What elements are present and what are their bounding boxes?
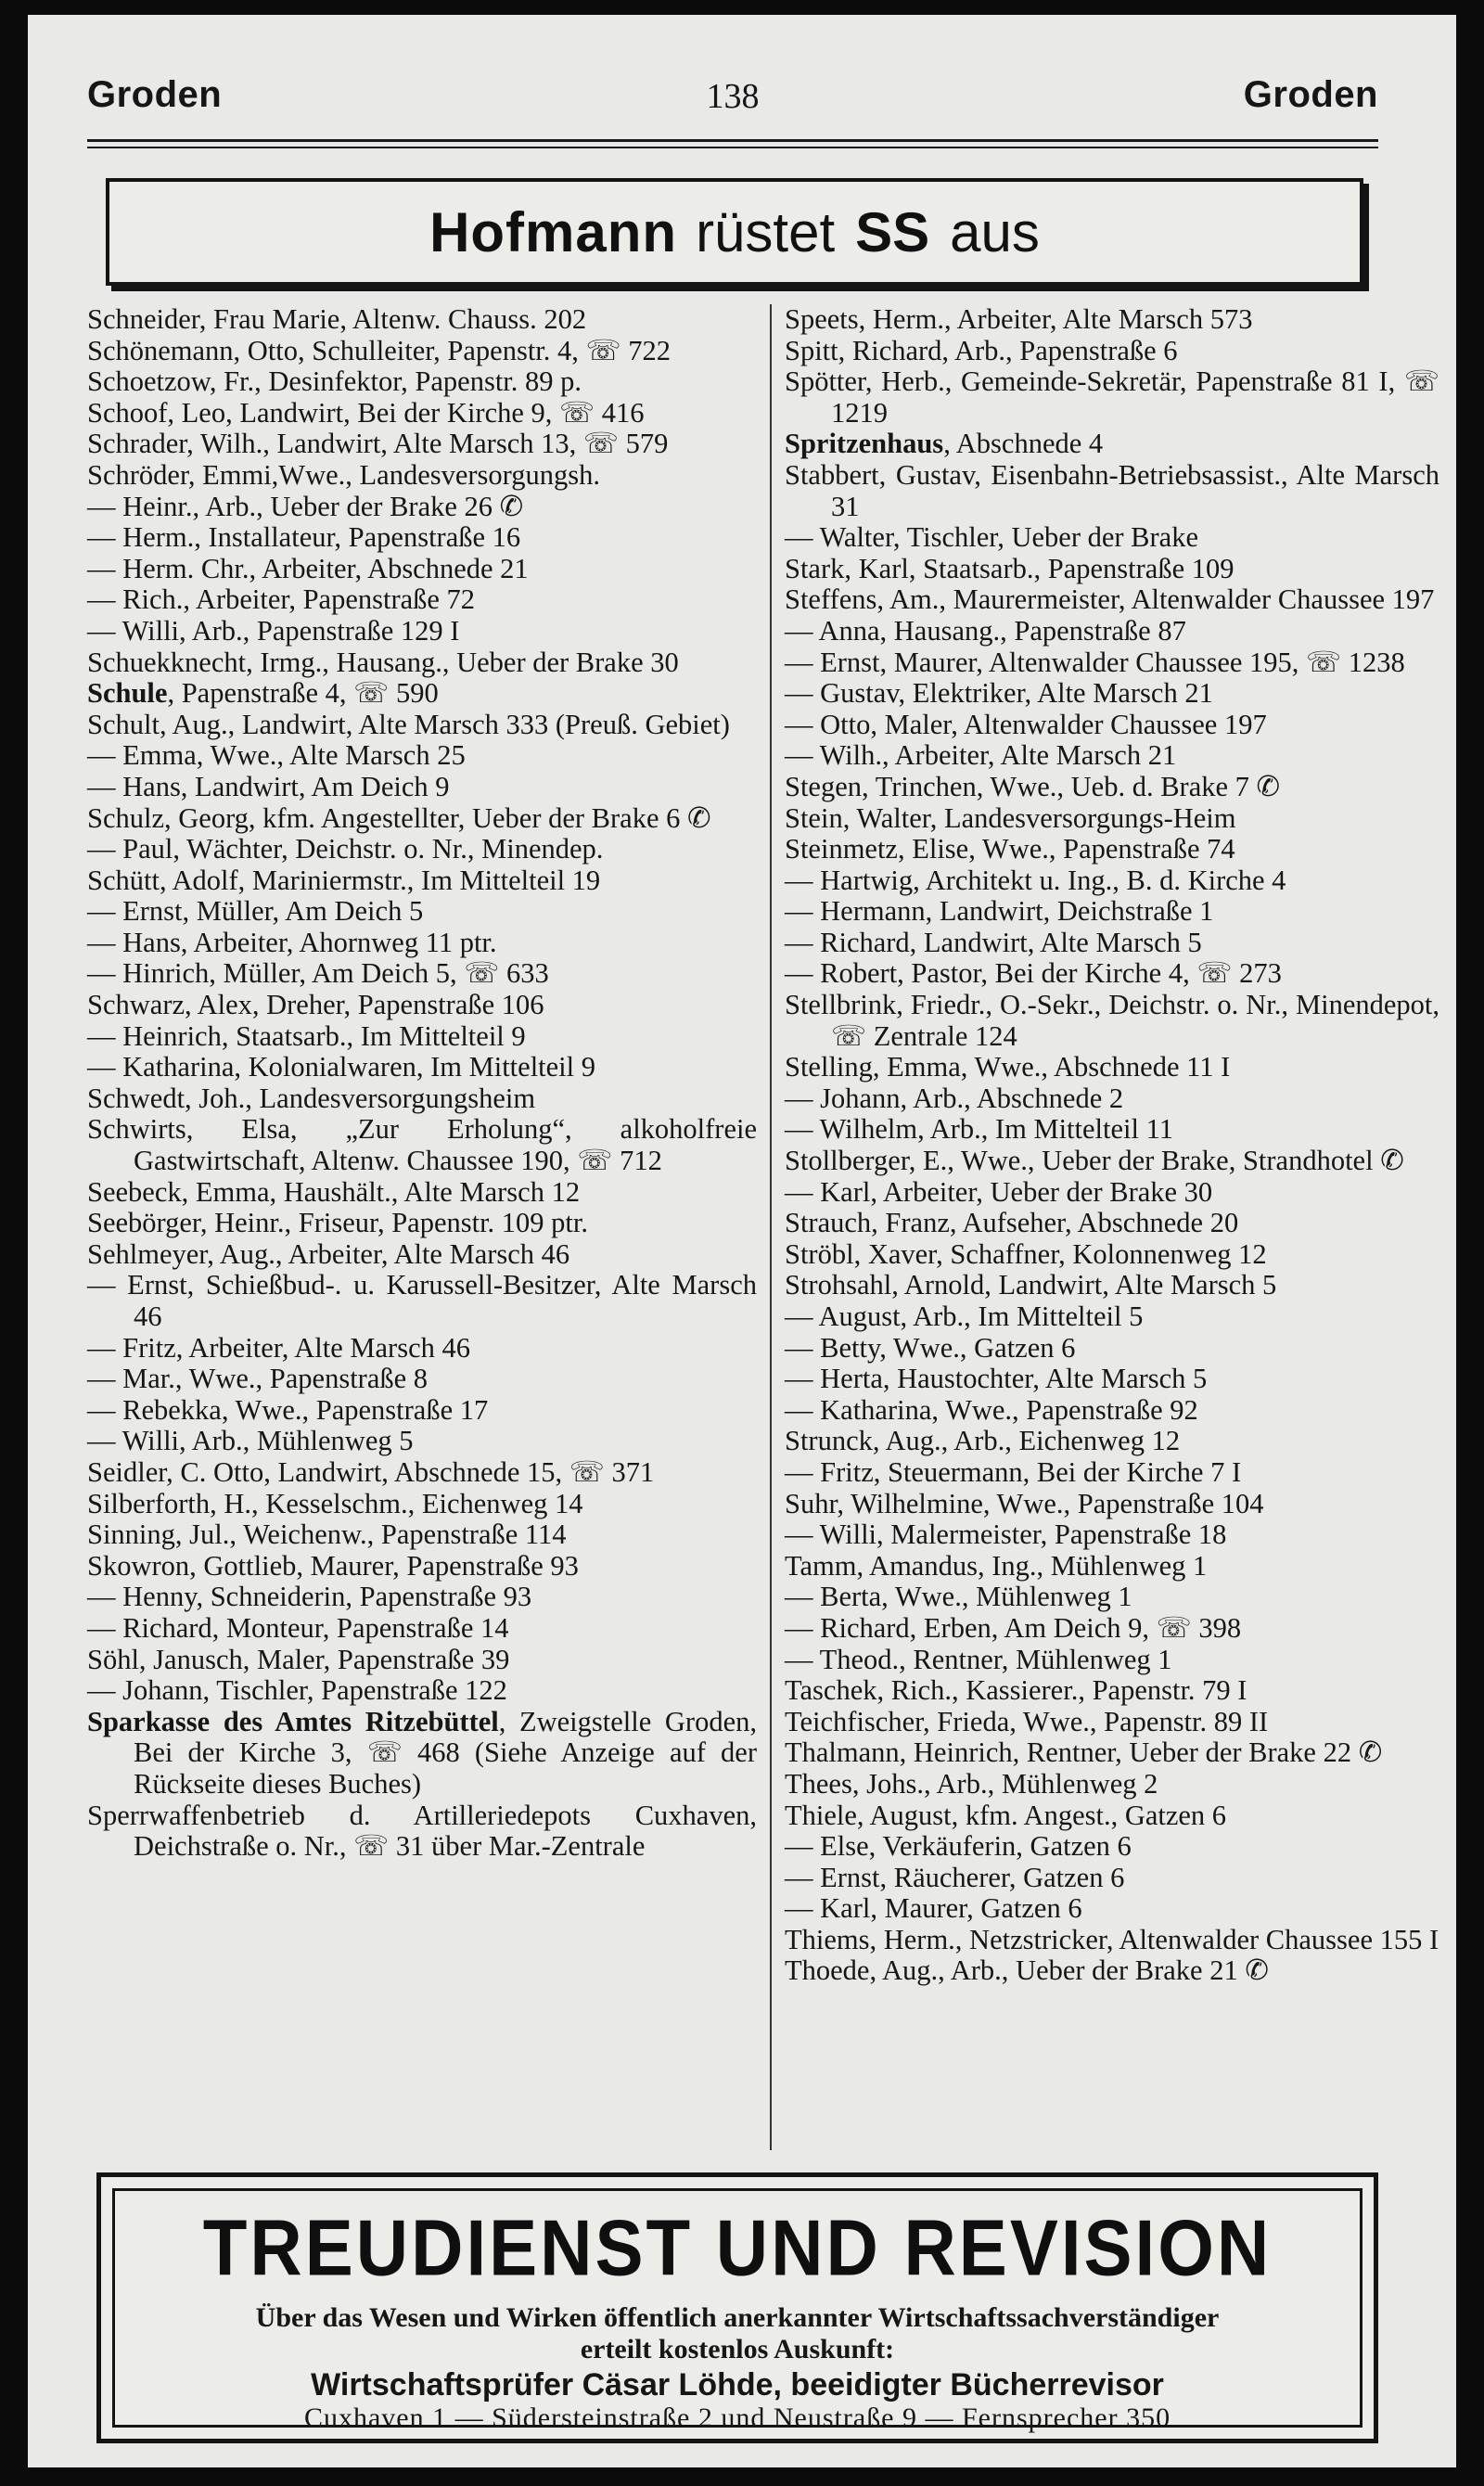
directory-entry: Strunck, Aug., Arb., Eichenweg 12: [785, 1425, 1181, 1457]
directory-entry: — Paul, Wächter, Deichstr. o. Nr., Minendep.: [87, 833, 604, 865]
directory-entry: — Heinrich, Staatsarb., Im Mittelteil 9: [87, 1019, 526, 1052]
directory-entry: Sparkasse des Amtes Ritzebüttel, Zweigstelle Groden, Bei der Kirche 3, ☏ 468 (Siehe Anzeige auf der Rückseite dieses Buches): [87, 1705, 757, 1800]
ad-line-1: Über das Wesen und Wirken öffentlich anerkannter Wirtschaftssachverständiger: [255, 2302, 1220, 2333]
directory-entry: — Wilhelm, Arb., Im Mittelteil 11: [785, 1113, 1173, 1146]
directory-entry: — Hans, Landwirt, Am Deich 9: [87, 770, 450, 802]
directory-entry: Sperrwaffenbetrieb d. Artilleriedepots Cuxhaven, Deichstraße o. Nr., ☏ 31 über Mar.-Zentrale: [87, 1799, 757, 1863]
directory-entry: — Willi, Arb., Papenstraße 129 I: [87, 614, 460, 647]
ad-mark: SS: [855, 200, 930, 263]
directory-entry: — Wilh., Arbeiter, Alte Marsch 21: [785, 739, 1177, 772]
directory-entry: Schoof, Leo, Landwirt, Bei der Kirche 9, ☏ 416: [87, 396, 645, 429]
directory-entry: Stegen, Trinchen, Wwe., Ueb. d. Brake 7 ✆: [785, 770, 1281, 802]
directory-entry: Skowron, Gottlieb, Maurer, Papenstraße 93: [87, 1549, 579, 1582]
directory-entry: Silberforth, H., Kesselschm., Eichenweg 14: [87, 1487, 583, 1519]
directory-entry: — Robert, Pastor, Bei der Kirche 4, ☏ 273: [785, 957, 1282, 990]
directory-entry: Schule, Papenstraße 4, ☏ 590: [87, 677, 439, 710]
page-header: [87, 72, 1378, 132]
directory-entry: Stark, Karl, Staatsarb., Papenstraße 109: [785, 552, 1235, 584]
directory-entry: — Johann, Tischler, Papenstraße 122: [87, 1674, 507, 1707]
directory-entry: Speets, Herm., Arbeiter, Alte Marsch 573: [785, 303, 1253, 335]
directory-entry: Thoede, Aug., Arb., Ueber der Brake 21 ✆: [785, 1954, 1269, 1987]
directory-entry: — Willi, Arb., Mühlenweg 5: [87, 1425, 414, 1457]
header-right-place: Groden: [1243, 74, 1378, 115]
header-rule: [87, 139, 1378, 142]
directory-entry: — Herta, Haustochter, Alte Marsch 5: [785, 1363, 1208, 1395]
directory-entry: — Karl, Arbeiter, Ueber der Brake 30: [785, 1175, 1213, 1208]
directory-entry: — Rebekka, Wwe., Papenstraße 17: [87, 1393, 489, 1426]
directory-entry: — Mar., Wwe., Papenstraße 8: [87, 1363, 429, 1395]
ad-title: TREUDIENST UND REVISION: [202, 2202, 1273, 2293]
directory-entry: Stabbert, Gustav, Eisenbahn-Betriebsassist., Alte Marsch 31: [785, 458, 1439, 522]
directory-entry: — Fritz, Steuermann, Bei der Kirche 7 I: [785, 1455, 1242, 1488]
directory-entry: — Berta, Wwe., Mühlenweg 1: [785, 1581, 1132, 1613]
directory-entry: — Ernst, Maurer, Altenwalder Chaussee 195, ☏ 1238: [785, 646, 1405, 678]
ad-line-2: erteilt kostenlos Auskunft:: [580, 2334, 895, 2364]
ad-tail: aus: [950, 200, 1040, 263]
ad-word: rüstet: [696, 200, 836, 263]
page-number: 138: [706, 77, 760, 116]
top-advertisement: [106, 178, 1363, 286]
directory-entry: Steffens, Am., Maurermeister, Altenwalder Chaussee 197: [785, 583, 1435, 616]
directory-entry: Suhr, Wilhelmine, Wwe., Papenstraße 104: [785, 1487, 1264, 1519]
directory-entry: Schoetzow, Fr., Desinfektor, Papenstr. 89 p.: [87, 365, 582, 398]
directory-entry: — Gustav, Elektriker, Alte Marsch 21: [785, 677, 1213, 710]
directory-entry: — Walter, Tischler, Ueber der Brake: [785, 521, 1198, 554]
directory-entry: — Theod., Rentner, Mühlenweg 1: [785, 1643, 1172, 1675]
directory-entry: — August, Arb., Im Mittelteil 5: [785, 1301, 1144, 1332]
directory-entry: Seidler, C. Otto, Landwirt, Abschnede 15, ☏ 371: [87, 1455, 655, 1488]
directory-entry: Steinmetz, Elise, Wwe., Papenstraße 74: [785, 833, 1235, 865]
directory-entry: Sehlmeyer, Aug., Arbeiter, Alte Marsch 46: [87, 1237, 570, 1270]
directory-entry: — Ernst, Räucherer, Gatzen 6: [785, 1861, 1125, 1893]
directory-entry: Tamm, Amandus, Ing., Mühlenweg 1: [785, 1549, 1208, 1582]
directory-entry: — Richard, Monteur, Papenstraße 14: [87, 1611, 509, 1644]
directory-entry: Spitt, Richard, Arb., Papenstraße 6: [785, 334, 1178, 366]
directory-entry: Schulz, Georg, kfm. Angestellter, Ueber der Brake 6 ✆: [87, 801, 711, 834]
directory-entry: — Katharina, Kolonialwaren, Im Mittelteil 9: [87, 1051, 596, 1083]
directory-entry: Spritzenhaus, Abschnede 4: [785, 428, 1104, 460]
directory-entry: — Else, Verkäuferin, Gatzen 6: [785, 1830, 1132, 1863]
ad-inner-frame: [112, 2188, 1362, 2433]
directory-entry: Schwarz, Alex, Dreher, Papenstraße 106: [87, 989, 544, 1021]
directory-entry: — Betty, Wwe., Gatzen 6: [785, 1331, 1076, 1364]
directory-entry: — Heinr., Arb., Ueber der Brake 26 ✆: [87, 490, 524, 522]
directory-entry: Stellbrink, Friedr., O.-Sekr., Deichstr. o. Nr., Minendepot, ☏ Zentrale 124: [785, 989, 1439, 1052]
directory-entry: — Karl, Maurer, Gatzen 6: [785, 1892, 1082, 1925]
directory-entry: Seebeck, Emma, Haushält., Alte Marsch 12: [87, 1175, 581, 1208]
directory-entry: — Ernst, Müller, Am Deich 5: [87, 895, 424, 928]
directory-entry: — Herm., Installateur, Papenstraße 16: [87, 521, 521, 554]
left-column: [87, 304, 757, 2150]
ad-brand: Hofmann: [429, 200, 678, 263]
directory-entry: Thees, Johs., Arb., Mühlenweg 2: [785, 1767, 1158, 1800]
right-column: [770, 304, 1439, 2150]
bottom-advertisement: [96, 2172, 1378, 2443]
directory-entry: — Willi, Malermeister, Papenstraße 18: [785, 1519, 1227, 1551]
directory-entry: Strohsahl, Arnold, Landwirt, Alte Marsch 5: [785, 1269, 1277, 1301]
directory-entry: — Fritz, Arbeiter, Alte Marsch 46: [87, 1331, 470, 1364]
directory-entry: Söhl, Janusch, Maler, Papenstraße 39: [87, 1643, 510, 1675]
directory-entry: — Hermann, Landwirt, Deichstraße 1: [785, 895, 1214, 928]
directory-entry: Schütt, Adolf, Mariniermstr., Im Mittelteil 19: [87, 864, 601, 896]
directory-entry: — Henny, Schneiderin, Papenstraße 93: [87, 1581, 532, 1613]
header-left-place: Groden: [87, 74, 223, 115]
directory-entry: Thalmann, Heinrich, Rentner, Ueber der Brake 22 ✆: [785, 1736, 1383, 1769]
directory-entry: Strauch, Franz, Aufseher, Abschnede 20: [785, 1207, 1239, 1239]
directory-entry: — Emma, Wwe., Alte Marsch 25: [87, 739, 466, 772]
directory-entry: Sinning, Jul., Weichenw., Papenstraße 114: [87, 1519, 567, 1551]
directory-entry: Stelling, Emma, Wwe., Abschnede 11 I: [785, 1051, 1231, 1083]
directory-entry: Stollberger, E., Wwe., Ueber der Brake, Strandhotel ✆: [785, 1145, 1404, 1177]
directory-entry: Thiems, Herm., Netzstricker, Altenwalder Chaussee 155 I: [785, 1923, 1439, 1955]
directory-entry: Schwedt, Joh., Landesversorgungsheim: [87, 1082, 536, 1114]
directory-entry: Seebörger, Heinr., Friseur, Papenstr. 109 ptr.: [87, 1207, 588, 1239]
directory-entry: Schwirts, Elsa, „Zur Erholung“, alkoholfreie Gastwirtschaft, Altenw. Chaussee 190, ☏ 712: [87, 1113, 757, 1177]
directory-entry: — Hans, Arbeiter, Ahornweg 11 ptr.: [87, 926, 497, 958]
ad-line-3: Wirtschaftsprüfer Cäsar Löhde, beeidigter Bücherrevisor: [311, 2367, 1164, 2403]
directory-entry: — Otto, Maler, Altenwalder Chaussee 197: [785, 708, 1267, 740]
directory-entry: — Richard, Erben, Am Deich 9, ☏ 398: [785, 1611, 1242, 1644]
directory-entry: Ströbl, Xaver, Schaffner, Kolonnenweg 12: [785, 1237, 1267, 1270]
directory-entry: — Hartwig, Architekt u. Ing., B. d. Kirche 4: [785, 864, 1286, 896]
directory-entry: Schönemann, Otto, Schulleiter, Papenstr. 4, ☏ 722: [87, 334, 672, 366]
directory-entry: — Katharina, Wwe., Papenstraße 92: [785, 1393, 1198, 1426]
directory-entry: — Herm. Chr., Arbeiter, Abschnede 21: [87, 552, 529, 584]
directory-entry: Schuekknecht, Irmg., Hausang., Ueber der Brake 30: [87, 646, 679, 678]
directory-entry: Stein, Walter, Landesversorgungs-Heim: [785, 801, 1236, 834]
directory-entry: — Hinrich, Müller, Am Deich 5, ☏ 633: [87, 957, 549, 990]
directory-page: [28, 15, 1456, 2467]
directory-entry: Taschek, Rich., Kassierer., Papenstr. 79 I: [785, 1674, 1247, 1707]
header-rule-double: [87, 147, 1378, 148]
directory-entry: Spötter, Herb., Gemeinde-Sekretär, Papenstraße 81 I, ☏ 1219: [785, 365, 1439, 429]
directory-entry: Schröder, Emmi,Wwe., Landesversorgungsh.: [87, 458, 601, 491]
directory-entry: — Rich., Arbeiter, Papenstraße 72: [87, 583, 476, 616]
directory-entry: Schrader, Wilh., Landwirt, Alte Marsch 13, ☏ 579: [87, 428, 669, 460]
directory-entry: Teichfischer, Frieda, Wwe., Papenstr. 89 II: [785, 1705, 1269, 1737]
ad-line-4: Cuxhaven 1 — Südersteinstraße 2 und Neustraße 9 — Fernsprecher 350: [303, 2403, 1171, 2433]
directory-entry: — Ernst, Schießbud-. u. Karussell-Besitzer, Alte Marsch 46: [87, 1269, 757, 1332]
directory-entry: Thiele, August, kfm. Angest., Gatzen 6: [785, 1799, 1227, 1831]
directory-entry: Schult, Aug., Landwirt, Alte Marsch 333 (Preuß. Gebiet): [87, 708, 730, 740]
directory-entry: — Richard, Landwirt, Alte Marsch 5: [785, 926, 1202, 958]
directory-entry: — Johann, Arb., Abschnede 2: [785, 1082, 1124, 1114]
directory-entry: — Anna, Hausang., Papenstraße 87: [785, 614, 1186, 647]
directory-entry: Schneider, Frau Marie, Altenw. Chauss. 202: [87, 303, 587, 335]
